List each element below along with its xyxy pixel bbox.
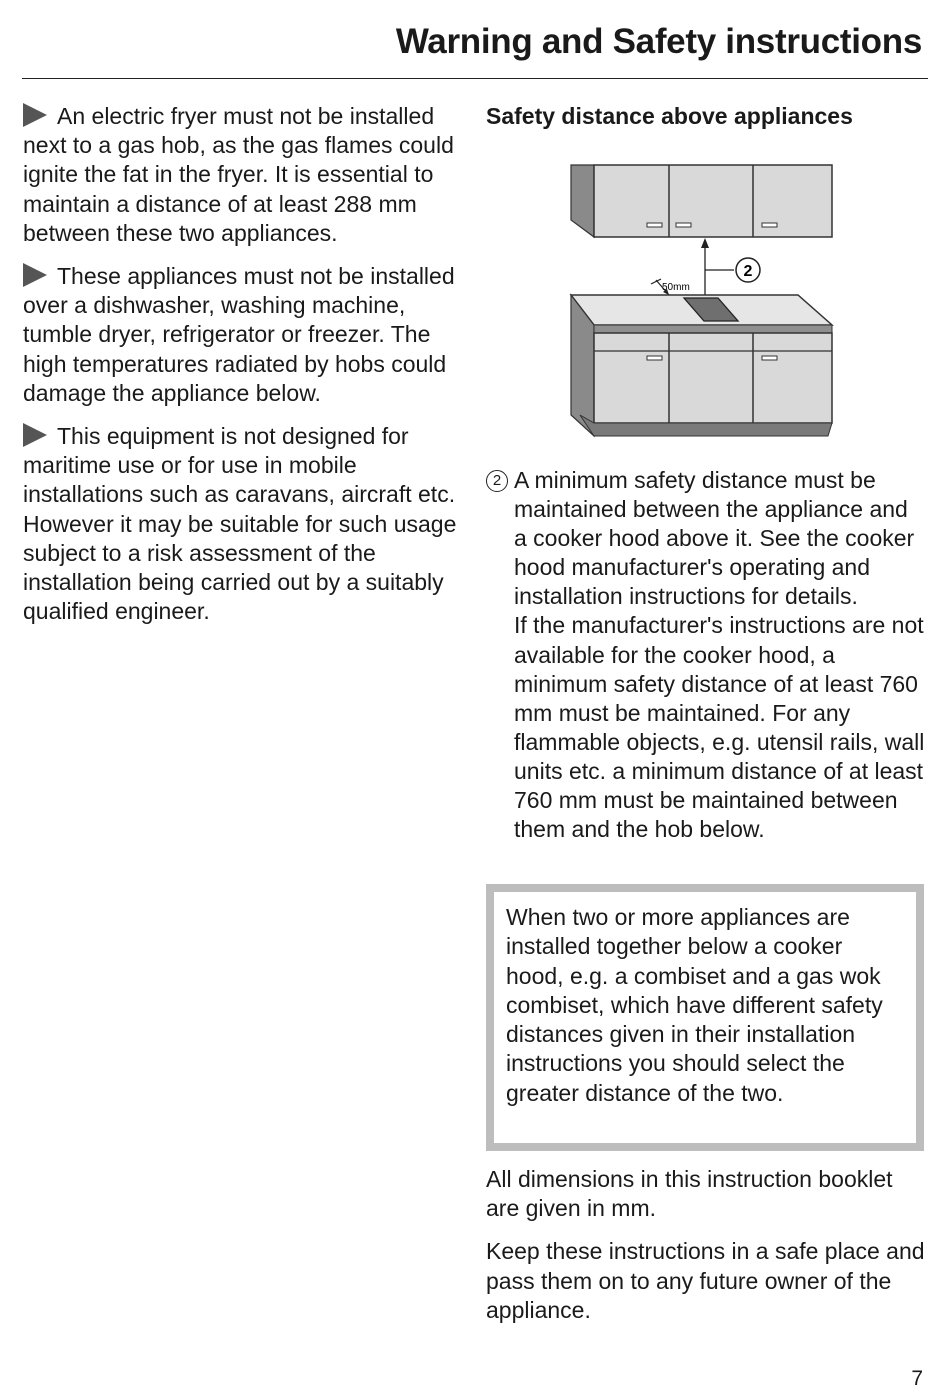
info-paragraph: All dimensions in this instruction booklet are given in mm. bbox=[486, 1166, 893, 1222]
left-column bbox=[23, 102, 463, 640]
warning-paragraph bbox=[23, 262, 463, 408]
section-heading: Safety distance above appliances bbox=[486, 103, 853, 129]
bullet-arrow-icon bbox=[23, 103, 47, 127]
wall-units-illustration bbox=[571, 165, 832, 237]
callout-text: If the manufacturer's instructions are not available for the cooker hood, a minimum safety distance of at least 760 mm must be maintained. For any flammable objects, e.g. utensil rails, wall units etc. a minimum distance of at least 760 mm must be maintained between them and the hob below. bbox=[514, 612, 925, 843]
bullet-arrow-icon bbox=[23, 423, 47, 447]
title-divider bbox=[22, 78, 928, 79]
note-text: When two or more appliances are installed together below a cooker hood, e.g. a combiset and a gas wok combiset, which have different safety distances given in their installation instructions you should select the greater distance of the two. bbox=[506, 904, 883, 1106]
warning-text: This equipment is not designed for maritime use or for use in mobile installations such as caravans, aircraft etc. However it may be suitable for such usage subject to a risk assessment of the installation being carried out by a suitably qualified engineer. bbox=[23, 423, 457, 625]
hob-clearance-marker bbox=[651, 279, 690, 295]
page-number: 7 bbox=[911, 1367, 923, 1390]
warning-paragraph bbox=[23, 422, 463, 626]
base-units-illustration bbox=[571, 295, 832, 436]
callout-text: A minimum safety distance must be maintained between the appliance and a cooker hood above it. See the cooker hood manufacturer's operating and installation instructions for details. bbox=[514, 467, 915, 610]
warning-paragraph bbox=[23, 102, 463, 248]
right-column bbox=[486, 102, 926, 1323]
dimension-label: 50mm bbox=[662, 282, 690, 293]
page-title: Warning and Safety instructions bbox=[395, 22, 922, 61]
callout-number-icon: 2 bbox=[486, 470, 508, 492]
note-box bbox=[486, 884, 924, 1151]
callout-2 bbox=[486, 466, 926, 844]
closing-paragraphs bbox=[486, 1165, 926, 1339]
warning-text: An electric fryer must not be installed next to a gas hob, as the gas flames could ignite the fat in the fryer. It is essential to maintain a distance of at least 288 mm between these two appliances. bbox=[23, 103, 454, 246]
bullet-arrow-icon bbox=[23, 263, 47, 287]
warning-text: These appliances must not be installed over a dishwasher, washing machine, tumble dryer, refrigerator or freezer. The high temperatures radiated by hobs could damage the appliance below. bbox=[23, 263, 455, 406]
info-paragraph: Keep these instructions in a safe place and pass them on to any future owner of the appliance. bbox=[486, 1238, 925, 1323]
callout-number-label: 2 bbox=[743, 263, 753, 280]
safety-distance-diagram bbox=[566, 160, 846, 440]
